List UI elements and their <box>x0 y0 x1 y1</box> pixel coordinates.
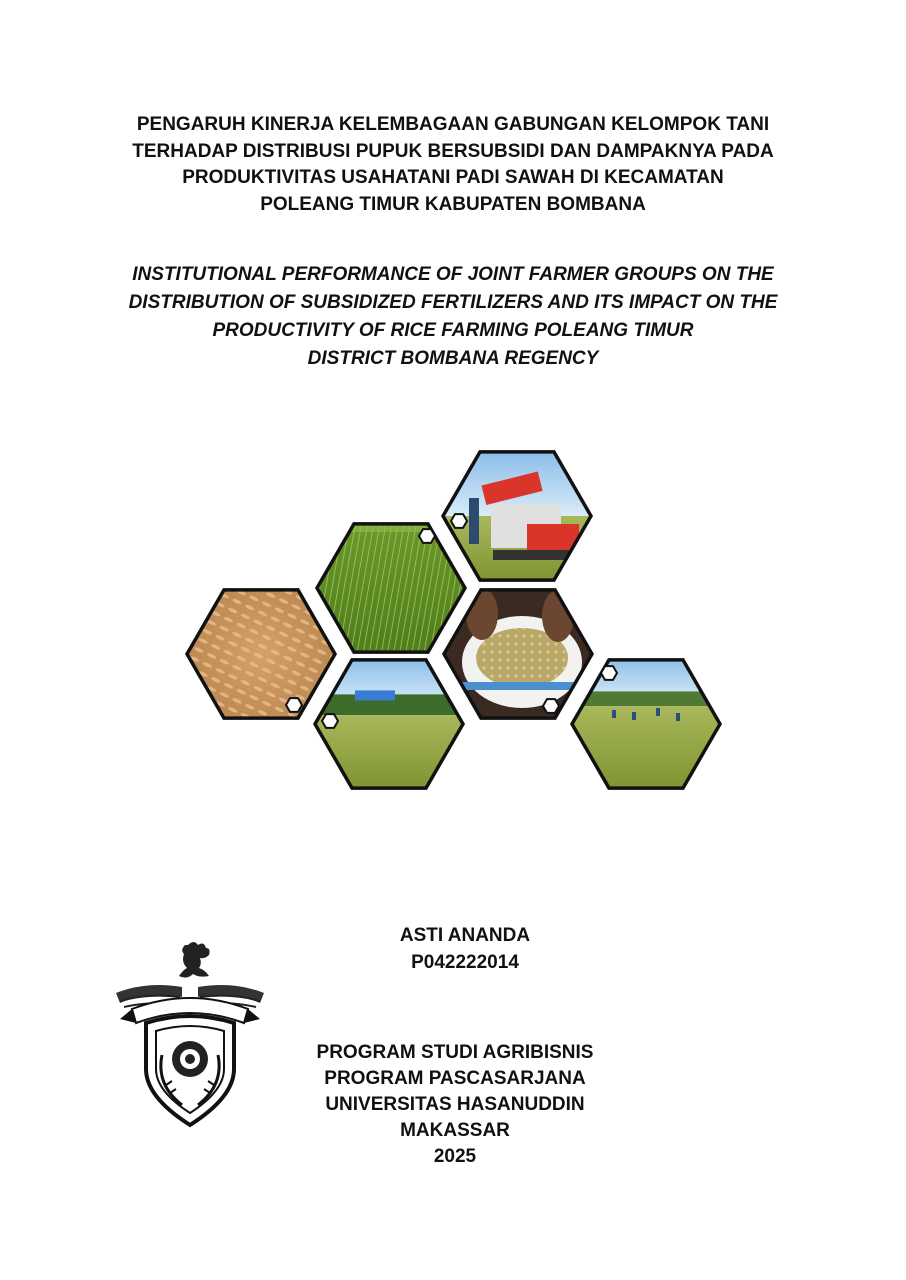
title-id-line: PENGARUH KINERJA KELEMBAGAAN GABUNGAN KELOMPOK TANI <box>136 114 770 135</box>
graduate-program: PROGRAM PASCASARJANA <box>324 1068 586 1089</box>
title-en-line: INSTITUTIONAL PERFORMANCE OF JOINT FARMER GROUPS ON THE <box>132 264 774 285</box>
farmers-field-photo <box>572 650 720 798</box>
university-name: UNIVERSITAS HASANUDDIN <box>325 1094 585 1115</box>
student-id: P042222014 <box>411 952 519 973</box>
hex-badge-icon <box>601 666 617 680</box>
author-name: ASTI ANANDA <box>399 925 531 946</box>
hex-badge-icon <box>419 529 435 543</box>
rice-grains-photo <box>187 580 335 728</box>
hex-badge-icon <box>451 514 467 528</box>
hex-badge-icon <box>286 698 302 712</box>
title-id-line: TERHADAP DISTRIBUSI PUPUK BERSUBSIDI DAN DAMPAKNYA PADA <box>132 140 774 162</box>
title-en-line: DISTRICT BOMBANA REGENCY <box>307 348 599 369</box>
title-id-line: POLEANG TIMUR KABUPATEN BOMBANA <box>260 193 646 215</box>
title-id-line: PRODUKTIVITAS USAHATANI PADI SAWAH DI KECAMATAN <box>182 167 724 188</box>
author-block <box>330 922 600 976</box>
green-rice-field-photo <box>317 514 465 662</box>
hex-badge-icon <box>322 714 338 728</box>
city: MAKASSAR <box>400 1120 510 1141</box>
title-en-line: PRODUCTIVITY OF RICE FARMING POLEANG TIMUR <box>212 320 694 341</box>
institution-block <box>290 1040 620 1170</box>
rooster-icon <box>179 942 210 978</box>
study-program: PROGRAM STUDI AGRIBISNIS <box>316 1042 594 1063</box>
university-logo <box>110 935 270 1135</box>
title-en-line: DISTRIBUTION OF SUBSIDIZED FERTILIZERS AND ITS IMPACT ON THE <box>128 292 778 313</box>
rice-sack-photo <box>444 580 592 728</box>
hex-badge-icon <box>543 699 559 713</box>
year: 2025 <box>433 1146 477 1167</box>
